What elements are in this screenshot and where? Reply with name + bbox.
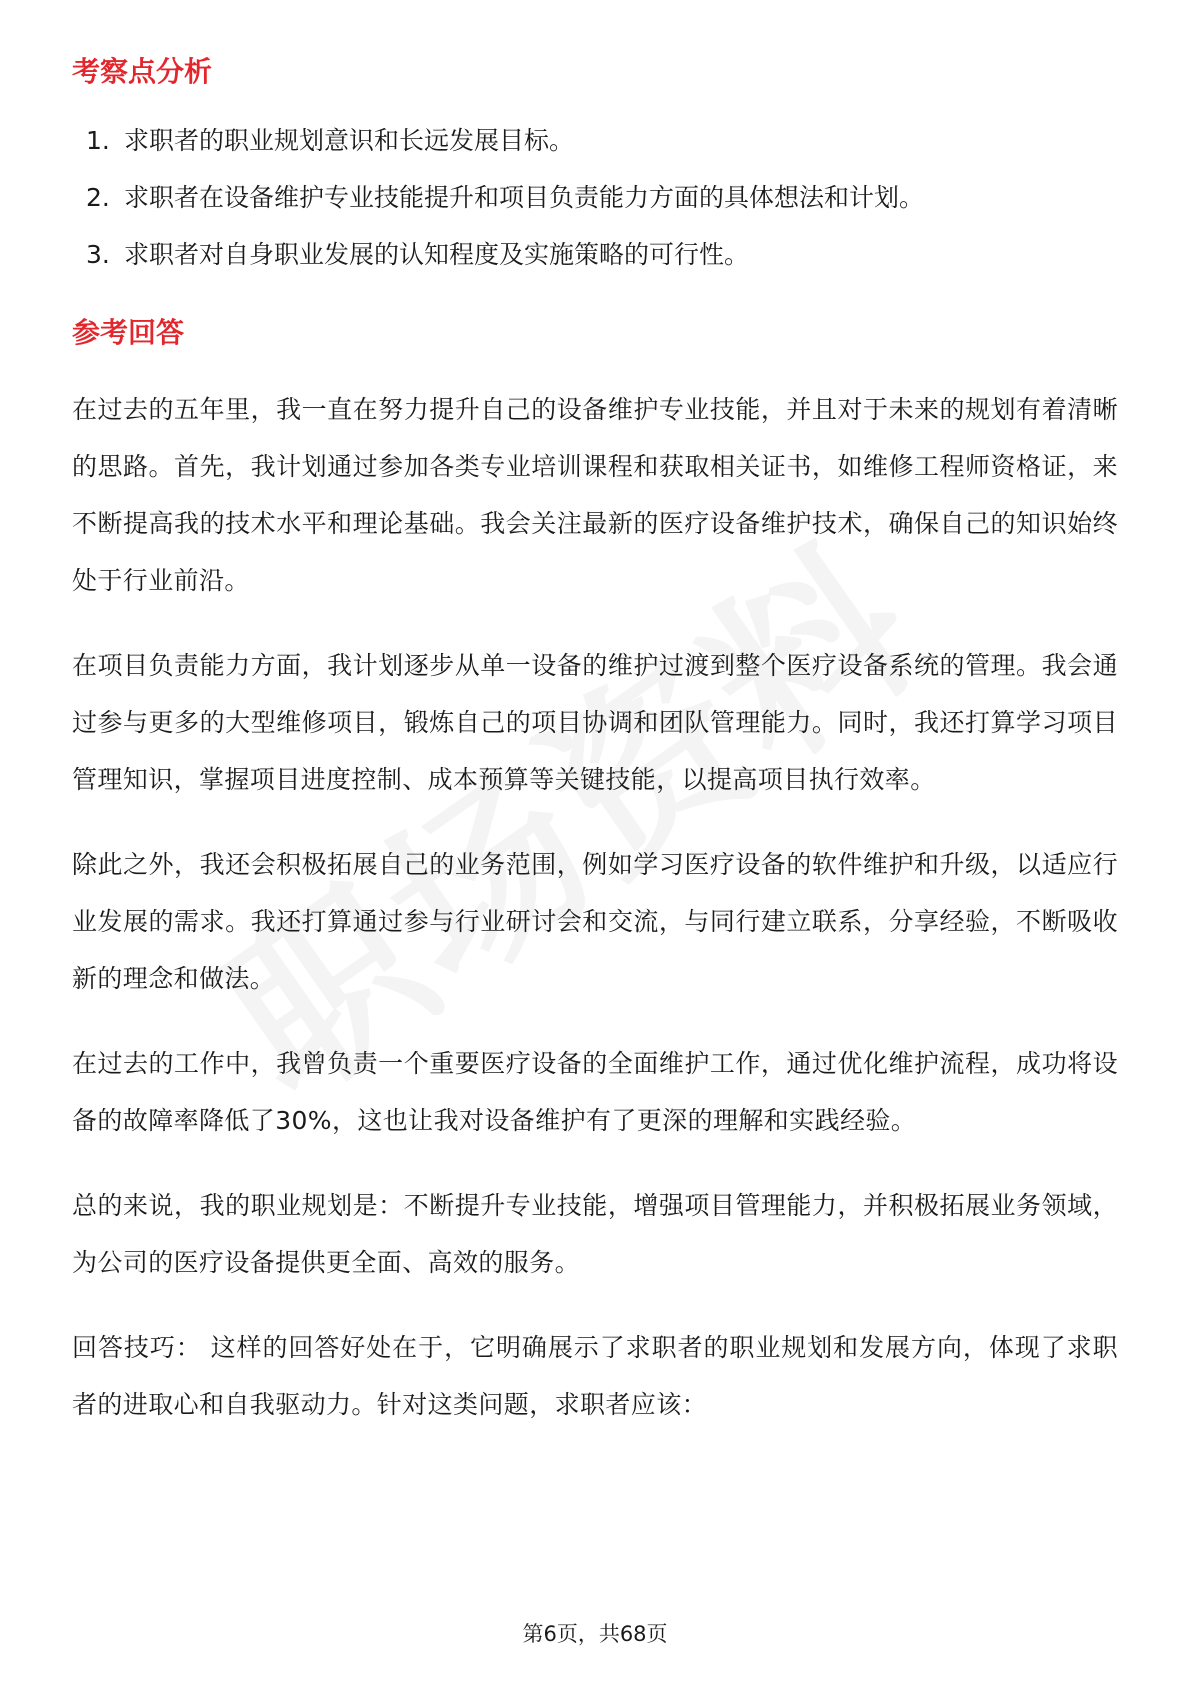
list-item-text: 求职者对自身职业发展的认知程度及实施策略的可行性。 (124, 240, 750, 269)
analysis-points-list (72, 112, 1118, 283)
answer-tips-paragraph: 回答技巧： 这样的回答好处在于，它明确展示了求职者的职业规划和发展方向，体现了求职者的进取心和自我驱动力。针对这类问题，求职者应该： (72, 1333, 1118, 1419)
answer-paragraph: 在过去的工作中，我曾负责一个重要医疗设备的全面维护工作，通过优化维护流程，成功将设备的故障率降低了30%，这也让我对设备维护有了更深的理解和实践经验。 (72, 1049, 1118, 1135)
answer-paragraph: 在过去的五年里，我一直在努力提升自己的设备维护专业技能，并且对于未来的规划有着清晰的思路。首先，我计划通过参加各类专业培训课程和获取相关证书，如维修工程师资格证，来不断提高我的技术水平和理论基础。我会关注最新的医疗设备维护技术，确保自己的知识始终处于行业前沿。 (72, 395, 1118, 595)
list-item-text: 求职者在设备维护专业技能提升和项目负责能力方面的具体想法和计划。 (124, 183, 925, 212)
answer-paragraph: 除此之外，我还会积极拓展自己的业务范围，例如学习医疗设备的软件维护和升级，以适应行业发展的需求。我还打算通过参与行业研讨会和交流，与同行建立联系，分享经验，不断吸收新的理念和做法。 (72, 850, 1118, 993)
list-item-number: 2. (86, 183, 110, 212)
section-heading-answer: 参考回答 (72, 316, 185, 349)
answer-paragraph: 总的来说，我的职业规划是：不断提升专业技能，增强项目管理能力，并积极拓展业务领域，为公司的医疗设备提供更全面、高效的服务。 (72, 1191, 1118, 1277)
answer-paragraph: 在项目负责能力方面，我计划逐步从单一设备的维护过渡到整个医疗设备系统的管理。我会通过参与更多的大型维修项目，锻炼自己的项目协调和团队管理能力。同时，我还打算学习项目管理知识，掌握项目进度控制、成本预算等关键技能，以提高项目执行效率。 (72, 651, 1118, 794)
section-heading-analysis: 考察点分析 (72, 55, 213, 88)
list-item-number: 1. (86, 126, 110, 155)
list-item (72, 112, 1118, 169)
answer-body (72, 381, 1118, 1433)
list-item (72, 169, 1118, 226)
page-content (72, 46, 1118, 1433)
list-item-text: 求职者的职业规划意识和长远发展目标。 (124, 126, 575, 155)
list-item-number: 3. (86, 240, 110, 269)
page-number-footer: 第6页，共68页 (522, 1622, 668, 1646)
list-item (72, 226, 1118, 283)
